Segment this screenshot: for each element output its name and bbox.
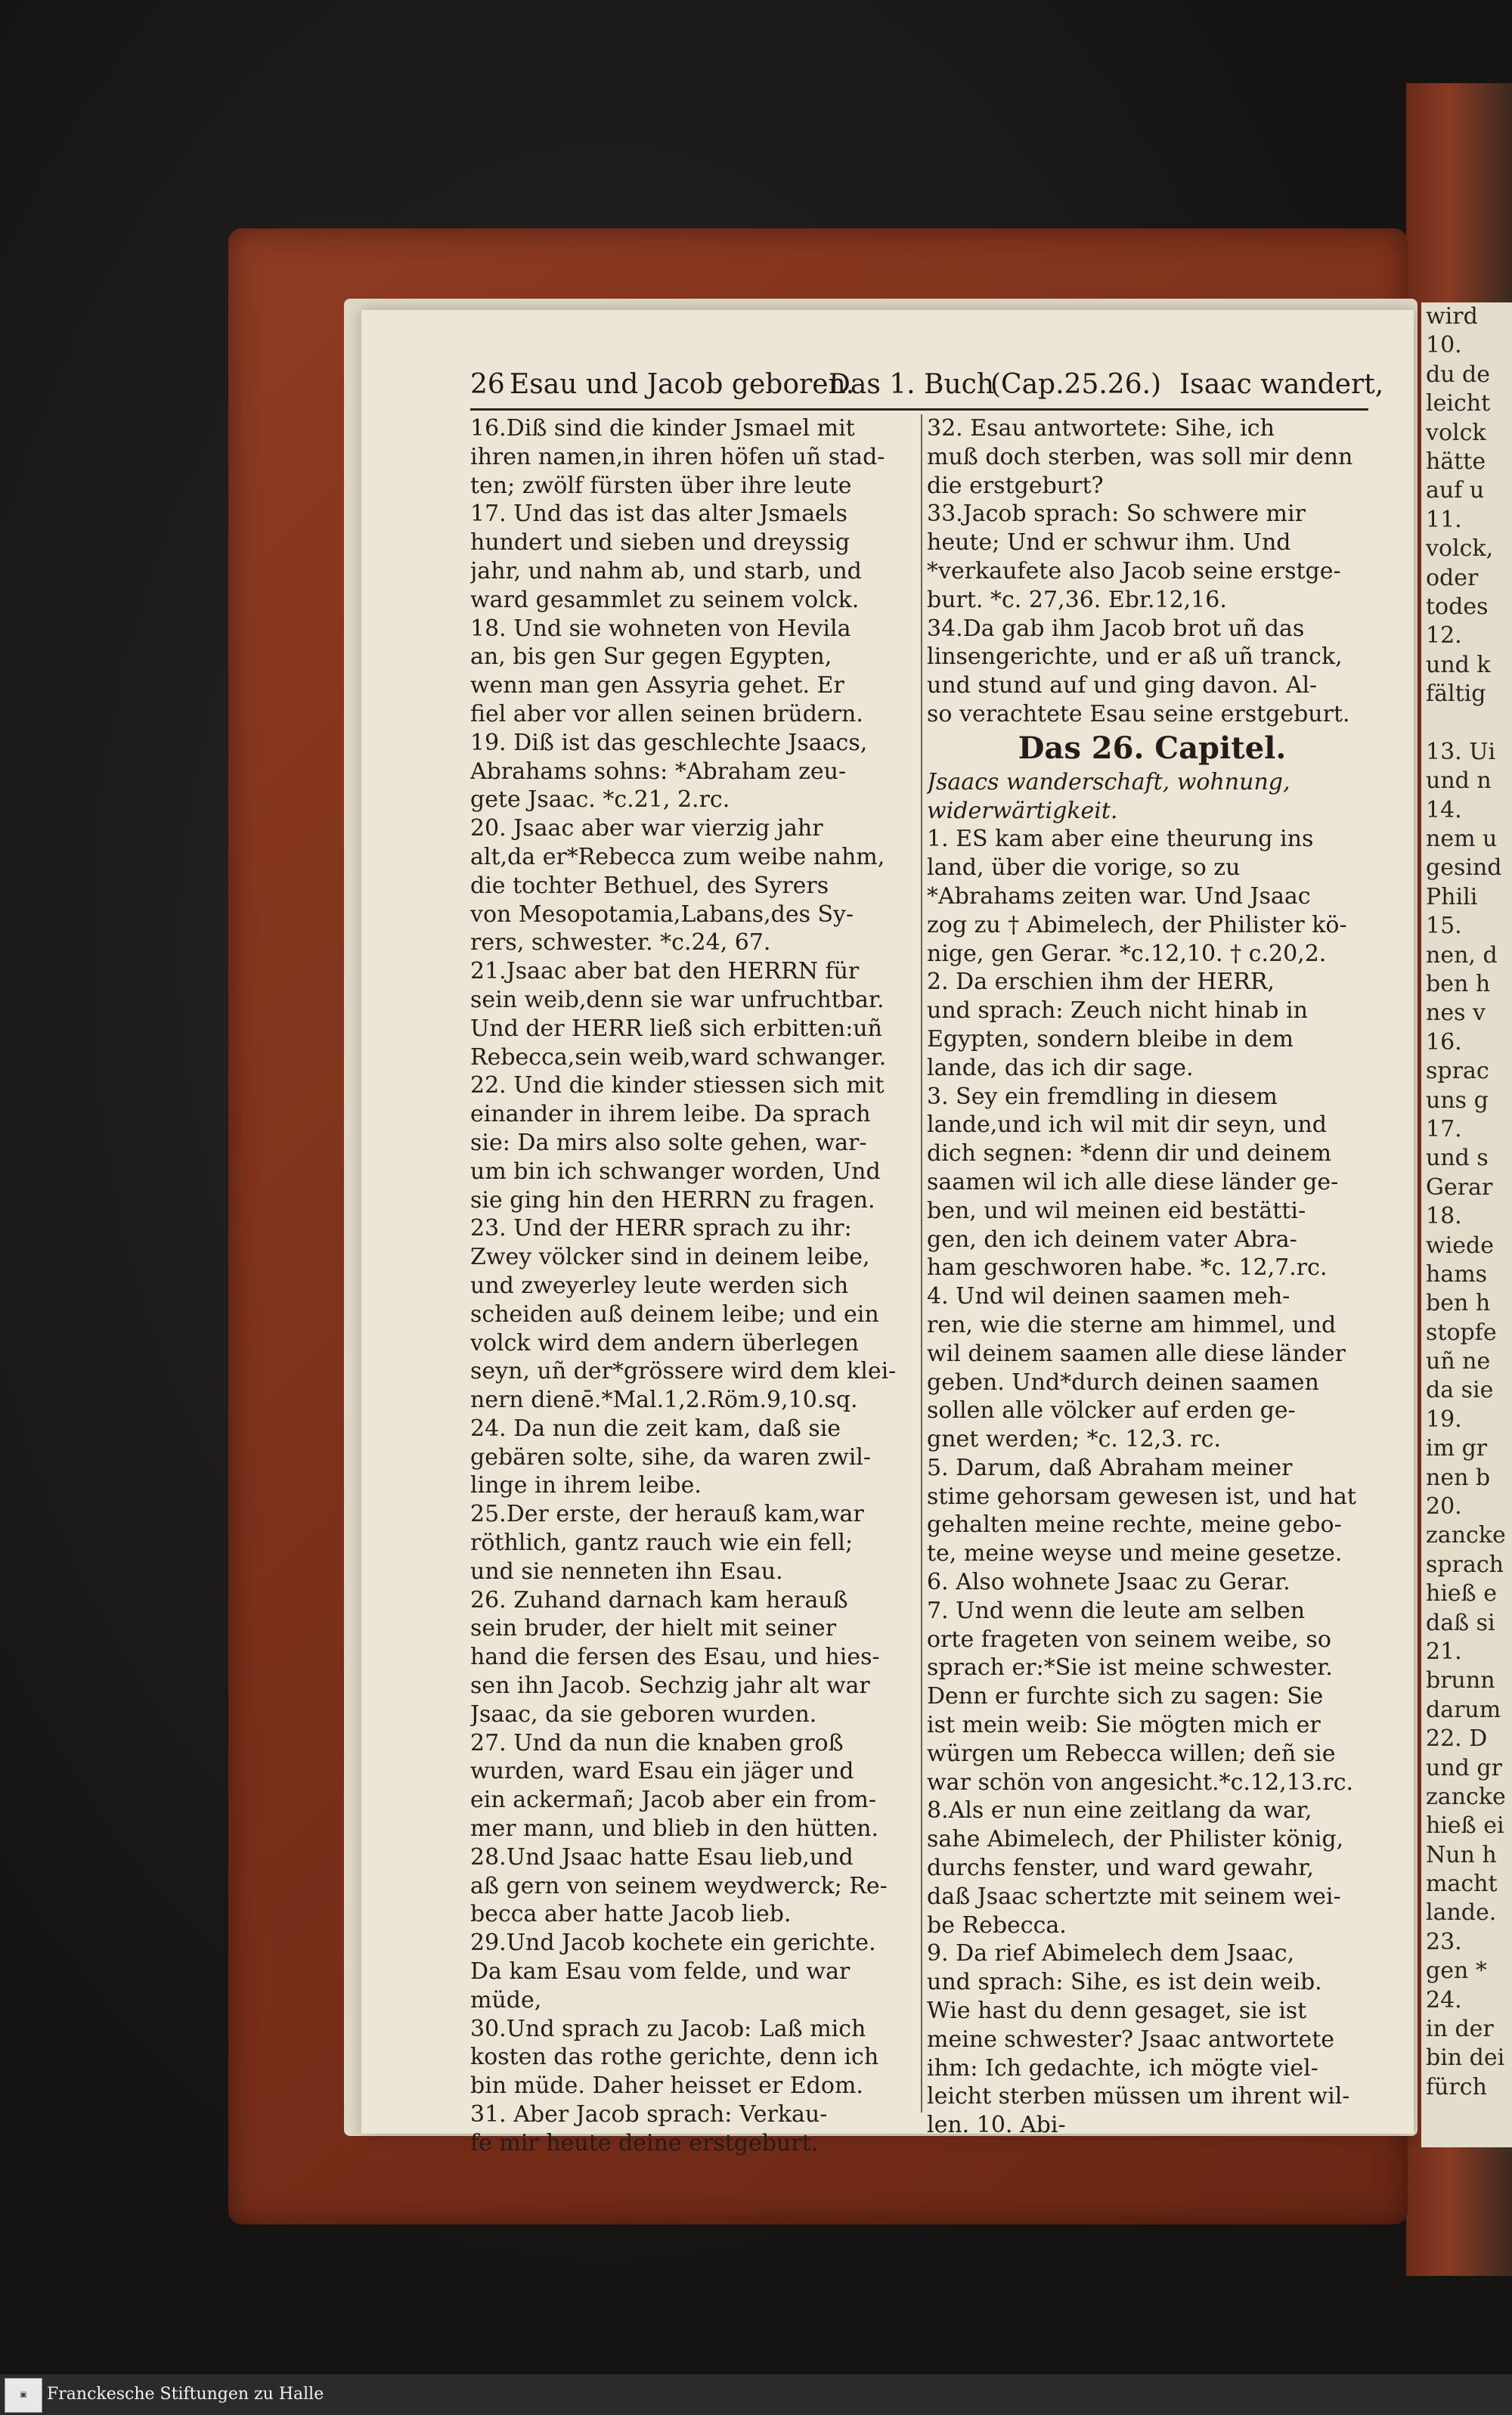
facing-page-fragment [1421,302,1512,2147]
facing-page-text-fragment: volck, [1426,535,1494,563]
text-line: Und der HERR ließ sich erbitten:uñ [470,1015,882,1042]
text-line: nige, gen Gerar. *c.12,10. † c.20,2. [927,940,1327,967]
facing-page-text-fragment: brunn [1426,1667,1495,1694]
facing-page-text-fragment: 14. [1426,796,1462,823]
text-line: volck wird dem andern überlegen [470,1329,860,1356]
text-line: 33.Jacob sprach: So schwere mir [927,501,1306,528]
facing-page-text-fragment: hieß e [1426,1580,1497,1607]
facing-page-text-fragment: 21. [1426,1638,1462,1665]
text-line: sie ging hin den HERRN zu fragen. [470,1186,875,1214]
text-line: würgen um Rebecca willen; deñ sie [927,1740,1336,1767]
facing-page-text-fragment: Nun h [1426,1841,1497,1868]
facing-page-text-fragment: oder [1426,564,1479,591]
text-line: sein weib,denn sie war unfruchtbar. [470,986,885,1013]
text-line: Jsaac, da sie geboren wurden. [470,1700,817,1728]
right-column [927,414,1377,2140]
text-line: scheiden auß deinem leibe; und ein [470,1301,879,1328]
chapter-summary-line: widerwärtigkeit. [927,797,1118,824]
text-line: mer mann, und blieb in den hütten. [470,1815,879,1843]
text-line: Egypten, sondern bleibe in dem [927,1025,1294,1052]
text-line: len. 10. Abi- [927,2112,1066,2139]
text-line: von Mesopotamia,Labans,des Sy- [470,901,854,928]
text-line: 16.Diß sind die kinder Jsmael mit [470,415,855,442]
text-line: müde, [470,1986,542,2014]
text-line: gen, den ich deinem vater Abra- [927,1226,1297,1253]
facing-page-text-fragment: nen, d [1426,941,1498,969]
facing-page-text-fragment: 16. [1426,1028,1462,1056]
footer-bar [0,2374,1512,2415]
facing-page-text-fragment: und k [1426,651,1491,678]
facing-page-text-fragment: uns g [1426,1087,1489,1114]
facing-page-text-fragment: sprach [1426,1551,1504,1578]
header-right-title: Isaac wandert, [1179,369,1384,400]
facing-page-text-fragment: Gerar [1426,1173,1493,1201]
text-line: dich segnen: *denn dir und deinem [927,1140,1332,1167]
facing-page-text-fragment: fältig [1426,680,1486,708]
facing-page-text-fragment: leicht [1426,390,1491,417]
text-line: ihren namen,in ihren höfen uñ stad- [470,443,885,470]
text-line: 31. Aber Jacob sprach: Verkau- [470,2101,828,2128]
facing-page-text-fragment: ben h [1426,1290,1491,1317]
institution-logo-icon: ▣ [5,2378,42,2413]
text-line: und sprach: Zeuch nicht hinab in [927,997,1308,1025]
text-line: seyn, uñ der*grössere wird dem klei- [470,1358,897,1385]
facing-page-text-fragment: 17. [1426,1115,1462,1142]
facing-page-text-fragment [1421,708,1512,737]
text-line: saamen wil ich alle diese länder ge- [927,1168,1339,1195]
facing-page-text-fragment: 15. [1426,913,1462,940]
header-chapter-ref: (Cap.25.26.) [990,369,1162,400]
text-line: die erstgeburt? [927,472,1104,499]
facing-page-text-fragment: 10. [1426,332,1462,359]
facing-page-text-fragment: Phili [1426,883,1478,910]
text-line: gnet werden; *c. 12,3. rc. [927,1426,1221,1453]
facing-page-text-fragment: stopfe [1426,1319,1497,1346]
text-line: sollen alle völcker auf erden ge- [927,1397,1296,1425]
text-line: und stund auf und ging davon. Al- [927,672,1318,699]
text-line: burt. *c. 27,36. Ebr.12,16. [927,586,1227,613]
text-line: heute; Und er schwur ihm. Und [927,529,1291,556]
text-line: alt,da er*Rebecca zum weibe nahm, [470,843,885,870]
text-line: zog zu † Abimelech, der Philister kö- [927,911,1347,938]
facing-page-text-fragment: sprac [1426,1058,1489,1085]
text-line: ten; zwölf fürsten über ihre leute [470,472,852,499]
footer-institution-label: Franckesche Stiftungen zu Halle [47,2385,324,2404]
text-line: ward gesammlet zu seinem volck. [470,586,860,613]
facing-page-text-fragment: volck [1426,419,1486,446]
facing-page-text-fragment: bin dei [1426,2045,1505,2072]
text-line: 26. Zuhand darnach kam herauß [470,1586,848,1614]
facing-page-text-fragment: macht [1426,1871,1498,1898]
running-header [470,366,1384,411]
text-line: 6. Also wohnete Jsaac zu Gerar. [927,1569,1290,1596]
text-line: 19. Diß ist das geschlechte Jsaacs, [470,729,868,756]
facing-page-text-fragment: auf u [1426,477,1485,504]
text-line: nern dienē.*Mal.1,2.Röm.9,10.sq. [470,1387,858,1414]
column-divider [921,414,922,2113]
left-column [470,414,921,2158]
text-line: 25.Der erste, der herauß kam,war [470,1501,864,1528]
text-line: 32. Esau antwortete: Sihe, ich [927,415,1275,442]
facing-page-text-fragment: 24. [1426,1986,1462,2014]
text-line: gehalten meine rechte, meine gebo- [927,1511,1342,1539]
text-line: ihm: Ich gedachte, ich mögte viel- [927,2054,1318,2082]
text-line: becca aber hatte Jacob lieb. [470,1901,792,1928]
text-line: 1. ES kam aber eine theurung ins [927,826,1314,853]
facing-page-text-fragment: da sie [1426,1377,1494,1404]
facing-page-text-fragment: nes v [1426,1000,1486,1027]
facing-page-text-fragment: 19. [1426,1406,1462,1433]
text-line: einander in ihrem leibe. Da sprach [470,1101,871,1128]
text-line: Denn er furchte sich zu sagen: Sie [927,1683,1324,1710]
facing-page-text-fragment: 23. [1426,1928,1462,1955]
text-line: so verachtete Esau seine erstgeburt. [927,700,1350,727]
text-line: land, über die vorige, so zu [927,854,1241,882]
text-line: aß gern von seinem weydwerck; Re- [470,1872,888,1899]
text-line: daß Jsaac schertzte mit seinem wei- [927,1883,1341,1910]
text-line: an, bis gen Sur gegen Egypten, [470,643,832,671]
facing-page-text-fragment: hams [1426,1260,1488,1288]
chapter-summary-line: Jsaacs wanderschaft, wohnung, [927,768,1290,795]
facing-page-text-fragment: zancke [1426,1783,1506,1810]
facing-page-text-fragment: todes [1426,593,1489,620]
text-line: kosten das rothe gerichte, denn ich [470,2044,879,2071]
text-line: röthlich, gantz rauch wie ein fell; [470,1530,854,1557]
facing-page-text-fragment: in der [1426,2016,1494,2043]
text-line: sein bruder, der hielt mit seiner [470,1615,837,1642]
text-line: 27. Und da nun die knaben groß [470,1729,844,1756]
text-line: und zweyerley leute werden sich [470,1272,849,1299]
facing-page-text-fragment: du de [1426,361,1491,388]
text-line: be Rebecca. [927,1911,1067,1939]
text-line: 17. Und das ist das alter Jsmaels [470,501,847,528]
facing-page-text-fragment: gen * [1426,1958,1487,1985]
facing-page-text-fragment: gesind [1426,854,1502,882]
text-line: 23. Und der HERR sprach zu ihr: [470,1215,852,1242]
facing-page-text-fragment: und s [1426,1145,1489,1172]
facing-page-text-fragment: ben h [1426,970,1491,997]
text-line: sprach er:*Sie ist meine schwester. [927,1654,1333,1682]
text-line: um bin ich schwanger worden, Und [470,1158,881,1185]
page-number: 26 [470,369,505,400]
text-line: 20. Jsaac aber war vierzig jahr [470,815,823,842]
facing-page-text-fragment: zancke [1426,1522,1506,1549]
text-line: 5. Darum, daß Abraham meiner [927,1454,1293,1481]
text-line: 3. Sey ein fremdling in diesem [927,1083,1278,1110]
facing-page-text-fragment: lande. [1426,1899,1497,1927]
text-line: war schön von angesicht.*c.12,13.rc. [927,1769,1354,1796]
text-line: gebären solte, sihe, da waren zwil- [470,1443,872,1471]
text-line: geben. Und*durch deinen saamen [927,1369,1319,1396]
text-line: 4. Und wil deinen saamen meh- [927,1283,1290,1310]
text-line: 21.Jsaac aber bat den HERRN für [470,958,860,985]
text-line: 30.Und sprach zu Jacob: Laß mich [470,2015,866,2042]
facing-page-text-fragment: und n [1426,767,1492,795]
text-line: die tochter Bethuel, des Syrers [470,872,829,899]
text-line: 29.Und Jacob kochete ein gerichte. [470,1930,876,1957]
text-line: jahr, und nahm ab, und starb, und [470,557,862,584]
facing-page-text-fragment: 22. D [1426,1725,1488,1753]
text-line: leicht sterben müssen um ihrent wil- [927,2083,1350,2110]
facing-page-text-fragment: und gr [1426,1754,1502,1781]
text-line: fiel aber vor allen seinen brüdern. [470,700,863,727]
text-line: wenn man gen Assyria gehet. Er [470,672,844,699]
facing-page-text-fragment: hätte [1426,448,1486,475]
text-line: durchs fenster, und ward gewahr, [927,1855,1314,1882]
text-line: und sie nenneten ihn Esau. [470,1558,783,1585]
text-line: ham geschworen habe. *c. 12,7.rc. [927,1254,1328,1282]
text-line: 18. Und sie wohneten von Hevila [470,615,851,642]
facing-page-text-fragment: wiede [1426,1232,1494,1259]
text-line: orte frageten von seinem weibe, so [927,1626,1331,1653]
text-line: Da kam Esau vom felde, und war [470,1958,850,1986]
text-line: sen ihn Jacob. Sechzig jahr alt war [470,1673,870,1700]
text-line: 24. Da nun die zeit kam, daß sie [470,1415,841,1442]
text-line: wurden, ward Esau ein jäger und [470,1758,854,1785]
text-line: wil deinem saamen alle diese länder [927,1340,1346,1367]
text-line: 8.Als er nun eine zeitlang da war, [927,1797,1312,1824]
text-line: te, meine weyse und meine gesetze. [927,1540,1343,1567]
text-line: lande, das ich dir sage. [927,1054,1194,1081]
text-line: *verkaufete also Jacob seine erstge- [927,557,1341,584]
facing-page-text-fragment: 20. [1426,1493,1462,1521]
text-line: sahe Abimelech, der Philister könig, [927,1826,1344,1853]
text-line: linge in ihrem leibe. [470,1472,702,1499]
text-line: ben, und wil meinen eid bestätti- [927,1197,1306,1224]
facing-page-text-fragment: nen b [1426,1464,1491,1491]
facing-page-text-fragment: darum [1426,1696,1501,1723]
facing-page-text-fragment: 11. [1426,506,1462,533]
text-line: 7. Und wenn die leute am selben [927,1597,1306,1624]
facing-page-text-fragment: im gr [1426,1435,1488,1462]
facing-page-text-fragment: hieß ei [1426,1812,1504,1840]
text-line: *Abrahams zeiten war. Und Jsaac [927,882,1311,910]
text-line: gete Jsaac. *c.21, 2.rc. [470,786,730,814]
text-line: Abrahams sohns: *Abraham zeu- [470,758,847,785]
text-line: bin müde. Daher heisset er Edom. [470,2072,863,2100]
text-line: muß doch sterben, was soll mir denn [927,443,1353,470]
text-line: 22. Und die kinder stiessen sich mit [470,1072,885,1099]
facing-page-text-fragment: 18. [1426,1203,1462,1230]
text-line: Wie hast du denn gesaget, sie ist [927,1998,1307,2025]
facing-page-text-fragment: nem u [1426,826,1498,853]
text-line: ein ackermañ; Jacob aber ein from- [470,1787,876,1814]
text-line: 34.Da gab ihm Jacob brot uñ das [927,615,1305,642]
text-line: meine schwester? Jsaac antwortete [927,2026,1335,2053]
text-line: und sprach: Sihe, es ist dein weib. [927,1969,1322,1996]
text-line: sie: Da mirs also solte gehen, war- [470,1129,867,1156]
header-book-title: Das 1. Buch [829,369,995,400]
text-line: Rebecca,sein weib,ward schwanger. [470,1043,887,1071]
text-line: hand die fersen des Esau, und hies- [470,1644,880,1671]
facing-page-text-fragment: 13. Ui [1426,738,1496,765]
facing-page-text-fragment: uñ ne [1426,1348,1491,1375]
text-line: ren, wie die sterne am himmel, und [927,1311,1337,1338]
text-line: lande,und ich wil mit dir seyn, und [927,1111,1327,1139]
text-line: 9. Da rief Abimelech dem Jsaac, [927,1940,1295,1967]
text-line: linsengerichte, und er aß uñ tranck, [927,643,1343,671]
text-line: stime gehorsam gewesen ist, und hat [927,1483,1356,1510]
facing-page-text-fragment: 12. [1426,622,1462,649]
text-line: 2. Da erschien ihm der HERR, [927,969,1275,996]
text-line: rers, schwester. *c.24, 67. [470,929,771,956]
facing-page-text-fragment: wird [1426,303,1478,330]
header-left-title: Esau und Jacob geboren. [510,369,855,400]
text-line: hundert und sieben und dreyssig [470,529,850,556]
text-line: ist mein weib: Sie mögten mich er [927,1712,1321,1739]
text-line: fe mir heute deine erstgeburt. [470,2129,819,2156]
facing-page-text-fragment: daß si [1426,1609,1495,1636]
chapter-heading: Das 26. Capitel. [1018,730,1287,766]
facing-page-text-fragment: fürch [1426,2073,1487,2100]
text-line: Zwey völcker sind in deinem leibe, [470,1244,870,1271]
text-line: 28.Und Jsaac hatte Esau lieb,und [470,1843,854,1871]
